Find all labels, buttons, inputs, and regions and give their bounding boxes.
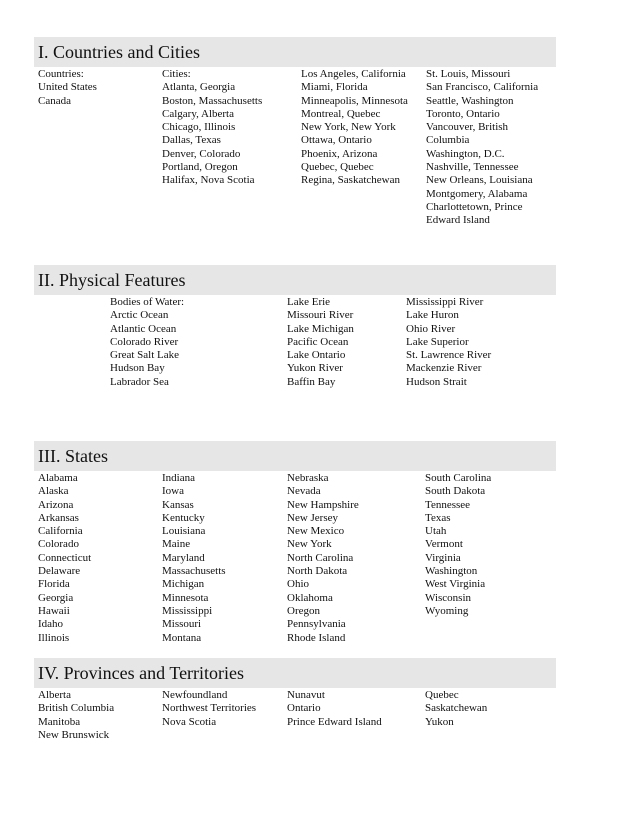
list-item: Lake Huron (406, 309, 459, 322)
list-item: Minneapolis, Minnesota (301, 94, 408, 107)
list-item: Mississippi (162, 604, 213, 617)
column-water-3 (406, 296, 491, 389)
list-item: Halifax, Nova Scotia (162, 174, 255, 187)
list-item: Calgary, Alberta (162, 107, 234, 120)
list-item: Saskatchewan (425, 702, 488, 715)
list-item: Seattle, Washington (426, 94, 514, 107)
list-item: Miami, Florida (301, 81, 368, 94)
list-item: Vancouver, British (426, 121, 509, 134)
list-item: Prince Edward Island (287, 715, 382, 728)
column-provinces-2 (162, 689, 256, 729)
list-item: Ontario (287, 702, 321, 715)
list-item: Northwest Territories (162, 702, 257, 715)
list-item: California (38, 525, 83, 538)
list-item: Minnesota (162, 591, 209, 604)
list-item: Nova Scotia (162, 715, 217, 728)
list-item: New Hampshire (287, 498, 359, 511)
list-item: Phoenix, Arizona (301, 147, 378, 160)
list-item: Baffin Bay (287, 375, 336, 388)
column-water-2 (287, 296, 354, 389)
list-item: Kentucky (162, 511, 205, 524)
list-item: Atlanta, Georgia (162, 81, 236, 94)
section-header-states: III. States (34, 441, 556, 471)
list-item: Alberta (38, 689, 71, 701)
list-item: Arkansas (38, 511, 79, 524)
list-item: Kansas (162, 498, 194, 511)
list-item: Iowa (162, 485, 184, 498)
list-item: Great Salt Lake (110, 349, 180, 362)
list-item: Rhode Island (287, 631, 346, 644)
list-item: Edward Island (426, 214, 490, 227)
list-item: Nevada (287, 485, 321, 498)
list-item: North Dakota (287, 565, 348, 578)
list-item: Yukon River (287, 362, 343, 375)
list-item: Washington, D.C. (426, 147, 505, 160)
list-item: Manitoba (38, 715, 81, 728)
list-item: Quebec, Quebec (301, 161, 374, 174)
list-item: Vermont (425, 538, 463, 551)
column-provinces-3 (287, 689, 382, 729)
column-states-4 (425, 472, 491, 618)
list-item: Tennessee (425, 498, 471, 511)
list-item: Denver, Colorado (162, 147, 241, 160)
column-states-1 (38, 472, 91, 645)
list-item: Hawaii (38, 604, 70, 617)
list-item: Labrador Sea (110, 375, 169, 388)
list-item: West Virginia (425, 578, 486, 591)
list-item: Montgomery, Alabama (426, 187, 528, 200)
list-item: Idaho (38, 618, 64, 631)
list-item: St. Lawrence River (406, 349, 492, 362)
list-item: Virginia (425, 551, 461, 564)
list-item: Delaware (38, 565, 81, 578)
list-item: Los Angeles, California (301, 68, 406, 80)
list-item: New Orleans, Louisiana (426, 174, 533, 187)
list-item: Wisconsin (425, 591, 471, 604)
list-item: Charlottetown, Prince (426, 200, 523, 213)
list-item: Oklahoma (287, 591, 333, 604)
list-item: United States (38, 81, 97, 94)
list-item: Lake Erie (287, 296, 331, 308)
column-provinces-1 (38, 689, 114, 742)
list-item: Toronto, Ontario (426, 107, 500, 120)
list-item: Ohio (287, 578, 309, 591)
list-item: Utah (425, 525, 447, 538)
list-item: Georgia (38, 591, 74, 604)
column-provinces-4 (425, 689, 487, 729)
list-item: Countries: (38, 68, 84, 80)
list-item: Colorado River (110, 335, 179, 348)
section-header-provinces-territories: IV. Provinces and Territories (34, 658, 556, 688)
list-item: Atlantic Ocean (110, 322, 177, 335)
column-states-2 (162, 472, 226, 645)
list-item: Colorado (38, 538, 79, 551)
list-item: Pennsylvania (287, 618, 346, 631)
list-item: Nebraska (287, 472, 329, 484)
list-item: Mackenzie River (406, 362, 482, 375)
column-countries (38, 68, 97, 108)
list-item: Indiana (162, 472, 195, 484)
list-item: Michigan (162, 578, 205, 591)
list-item: Ottawa, Ontario (301, 134, 372, 147)
list-item: St. Louis, Missouri (426, 68, 511, 80)
list-item: Newfoundland (162, 689, 228, 701)
list-item: Lake Michigan (287, 322, 354, 335)
list-item: Cities: (162, 68, 191, 80)
list-item: Boston, Massachusetts (162, 94, 263, 107)
list-item: Louisiana (162, 525, 206, 538)
list-item: Nunavut (287, 689, 325, 701)
list-item: Yukon (425, 715, 454, 728)
list-item: Columbia (426, 134, 470, 147)
list-item: San Francisco, California (426, 81, 539, 94)
list-item: Missouri River (287, 309, 354, 322)
list-item: Canada (38, 94, 71, 107)
list-item: Ohio River (406, 322, 456, 335)
list-item: Regina, Saskatchewan (301, 174, 400, 187)
list-item: South Carolina (425, 472, 492, 484)
list-item: New Jersey (287, 511, 339, 524)
list-item: Connecticut (38, 551, 92, 564)
list-item: Dallas, Texas (162, 134, 221, 147)
list-item: Pacific Ocean (287, 335, 349, 348)
list-item: Lake Ontario (287, 349, 346, 362)
list-item: Arizona (38, 498, 74, 511)
column-cities-1 (162, 68, 262, 188)
list-item: Missouri (162, 618, 202, 631)
list-item: New York, New York (301, 121, 396, 134)
list-item: Mississippi River (406, 296, 484, 308)
list-item: Washington (425, 565, 478, 578)
list-item: Illinois (38, 631, 70, 644)
list-item: Alaska (38, 485, 69, 498)
list-item: British Columbia (38, 702, 115, 715)
list-item: Arctic Ocean (110, 309, 169, 322)
list-item: New Brunswick (38, 728, 110, 741)
list-item: Maryland (162, 551, 205, 564)
list-item: Chicago, Illinois (162, 121, 236, 134)
list-item: New Mexico (287, 525, 345, 538)
list-item: Nashville, Tennessee (426, 161, 519, 174)
column-water-1 (110, 296, 184, 389)
list-item: Quebec (425, 689, 459, 701)
list-item: Lake Superior (406, 335, 469, 348)
list-item: Portland, Oregon (162, 161, 238, 174)
column-cities-3 (426, 68, 538, 228)
list-item: Wyoming (425, 604, 469, 617)
list-item: New York (287, 538, 332, 551)
list-item: Bodies of Water: (110, 296, 185, 308)
list-item: Alabama (38, 472, 78, 484)
list-item: Texas (425, 511, 451, 524)
list-item: North Carolina (287, 551, 354, 564)
section-header-countries-cities: I. Countries and Cities (34, 37, 556, 67)
column-states-3 (287, 472, 359, 645)
list-item: Montana (162, 631, 202, 644)
list-item: Montreal, Quebec (301, 107, 381, 120)
list-item: Massachusetts (162, 565, 226, 578)
list-item: South Dakota (425, 485, 486, 498)
list-item: Florida (38, 578, 70, 591)
list-item: Hudson Strait (406, 375, 467, 388)
list-item: Hudson Bay (110, 362, 165, 375)
list-item: Maine (162, 538, 191, 551)
section-header-physical-features: II. Physical Features (34, 265, 556, 295)
list-item: Oregon (287, 604, 320, 617)
column-cities-2 (301, 68, 408, 188)
